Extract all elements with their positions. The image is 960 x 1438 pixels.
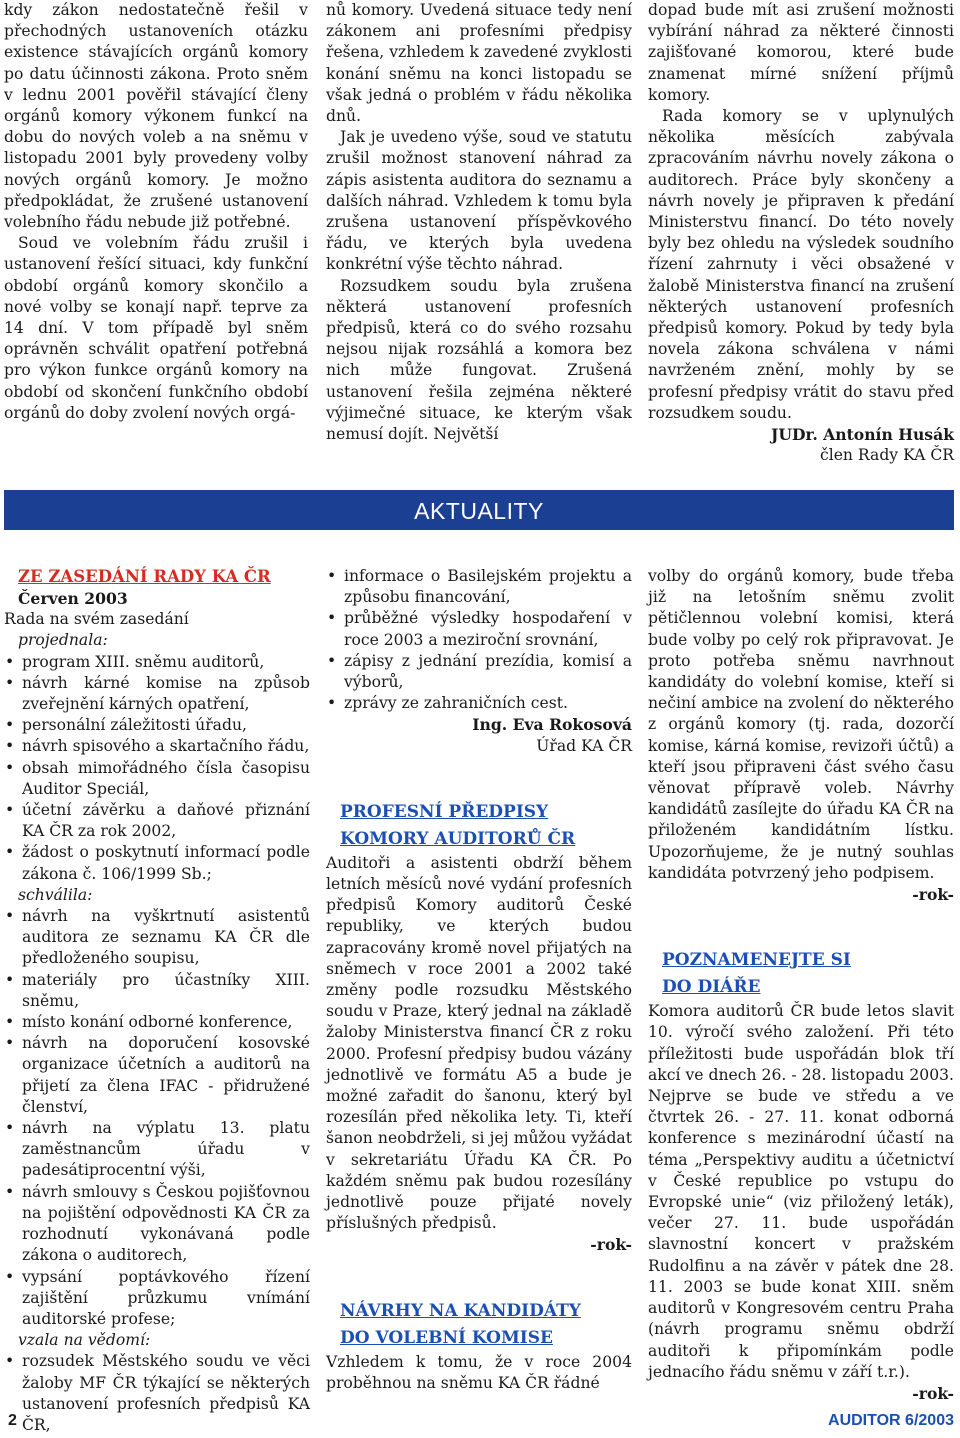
meeting-date: Červen 2003 <box>18 589 128 608</box>
list-item: • zprávy ze zahraničních cest. <box>326 693 632 714</box>
news-column-1 <box>4 566 310 1436</box>
candidates-title-line2: DO VOLEBNÍ KOMISE <box>340 1327 553 1348</box>
news-column-3 <box>648 566 954 1404</box>
paragraph: dopad bude mít asi zrušení možnosti vybírání náhrad za některé činnosti zajišťované komorou, které bude znamenat mírné snížení příjmů komory. <box>648 1 954 104</box>
discussed-list <box>4 652 310 885</box>
candidates-text: Vzhledem k tomu, že v roce 2004 proběhnou na sněmu KA ČR řádné <box>326 1352 632 1392</box>
regulations-text: Auditoři a asistenti obdrží během letních měsíců nové vydání profesních předpisů Komory auditorů České republiky, ve kterých budou zapracovány kromě novel přijatých na sněmech v roce 2001 a 2002 také změny podle rozsudku Městského soudu v Praze, který jednal na základě žaloby Ministerstva financí ČR z roku 2000. Profesní předpisy budou vázány jednotlivě ve formátu A5 a bude je možné zařadit do šanonu, který byl rozesílán před několika lety. Ti, kteří šanon neobdrželi, si jej můžou vyžádat v sekretariátu Úřadu KA ČR. Po každém sněmu pak budou rozesílány jednotlivě pouze přijaté novely příslušných předpisů. <box>326 853 632 1233</box>
paragraph: Jak je uvedeno výše, soud ve statutu zrušil možnost stanovení náhrad za zápis asistenta auditora do seznamu a dalších náhrad. Vzhledem k tomu byla zrušena ustanovení příspěvkového řádu, ve kterých byla uvedena konkrétní výše těchto náhrad. <box>326 128 632 274</box>
diary-text: Komora auditorů ČR bude letos slavit 10. výročí svého založení. Při této příležitosti bude uspořádán blok tří akcí ve dnech 26. - 28. listopadu 2003. Nejprve se bude ve středu a ve čtvrtek 26. - 27. 11. konat odborná konference s mezinárodní účastí na téma „Perspektivy auditu a účetnictví v České republice po vstupu do Evropské unie“ (viz přiložený leták), večer 27. 11. bude uspořádán slavnostní koncert v pražském Rudolfinu a na závěr v pátek dne 28. 11. 2003 se bude konat XIII. sněm auditorů v Kongresovém centru Praha (návrh programu sněmu obdrží auditoři k připomínkám podle jednacího řádu sněmu v září t.r.). <box>648 1002 954 1381</box>
list-item: • program XIII. sněmu auditorů, <box>4 652 310 673</box>
noted-label: vzala na vědomí: <box>18 1331 151 1350</box>
paragraph: Rozsudkem soudu byla zrušena některá ustanovení profesních předpisů, která co do svého rozsahu nejsou nijak rozsáhlá a komora bez nich může fungovat. Zrušená ustanovení řešila zejména některé výjimečné situace, ke kterým však nemusí dojít. Největší <box>326 276 632 444</box>
list-item: • vypsání poptávkového řízení zajištění průzkumu vnímání auditorské profese; <box>4 1267 310 1331</box>
page-number: 2 <box>8 1412 17 1429</box>
list-item: • návrh spisového a skartačního řádu, <box>4 736 310 757</box>
list-item: • informace o Basilejském projektu a způsobu financování, <box>326 566 632 608</box>
noted-list <box>4 1351 310 1436</box>
list-item: • žádost o poskytnutí informací podle zákona č. 106/1999 Sb.; <box>4 842 310 884</box>
news-column-2 <box>326 566 632 1394</box>
author-role: člen Rady KA ČR <box>819 446 954 465</box>
regulations-title-line1: PROFESNÍ PŘEDPISY <box>340 801 549 822</box>
noted-list-continued <box>326 566 632 714</box>
approved-list <box>4 906 310 1330</box>
author-name: JUDr. Antonín Husák <box>771 425 954 445</box>
section-banner: AKTUALITY <box>4 490 954 530</box>
list-item: • návrh na vyškrtnutí asistentů auditora ze seznamu KA ČR dle předloženého soupisu, <box>4 906 310 970</box>
article-column-1 <box>4 0 308 424</box>
paragraph: Rada komory se v uplynulých několika měsících zabývala zpracováním návrhu novely zákona o auditorech. Práce byly skončeny a návrh novely je připraven k předání Ministerstvu financí. Do této novely byly bez ohledu na výsledek soudního řízení zahrnuty i věci obsažené v žalobě Ministerstva financí na zrušení některých ustanovení profesních předpisů komory. Pokud by tedy byla novela zákona schválena v námi navrženém znění, mohly by se profesní předpisy vrátit do stavu před rozsudkem soudu. <box>648 107 954 422</box>
list-item: • návrh na výplatu 13. platu zaměstnancům úřadu v padesátiprocentní výši, <box>4 1118 310 1182</box>
council-meeting-title: ZE ZASEDÁNÍ RADY KA ČR <box>18 567 271 586</box>
author-name: Ing. Eva Rokosová <box>472 715 632 735</box>
approved-label: schválila: <box>18 885 93 904</box>
regulations-title-line2: KOMORY AUDITORŮ ČR <box>340 828 576 849</box>
diary-title-line1: POZNAMENEJTE SI <box>662 950 851 971</box>
list-item: • materiály pro účastníky XIII. sněmu, <box>4 970 310 1012</box>
candidates-signature: -rok- <box>912 885 954 905</box>
list-item: • návrh smlouvy s Českou pojišťovnou na pojištění odpovědnosti KA ČR za rozhodnutí vykonávaná podle zákona o auditorech, <box>4 1182 310 1267</box>
list-item: • návrh na doporučení kosovské organizace účetních a auditorů na přijetí za člena IFAC - přidružené členství, <box>4 1033 310 1118</box>
diary-title-line2: DO DIÁŘE <box>662 977 761 998</box>
diary-signature: -rok- <box>912 1383 954 1403</box>
meeting-intro: Rada na svém zasedání <box>4 610 189 629</box>
candidates-text-continued: volby do orgánů komory, bude třeba již na letošním sněmu zvolit pětičlennou volební komisi, která bude volby po celý rok připravovat. Je proto potřeba sněmu navrhnout kandidáty do volební komise, kteří si nečiní ambice na zvolení do některého z orgánů komory (tj. rada, dozorčí komise, kárná komise, revizoři účtů) a kteří jsou připraveni část svého času věnovat přípravě voleb. Návrhy kandidátů zasílejte do úřadu KA ČR na přiloženém kandidátním lístku. Upozorňujeme, že je nutný souhlas kandidáta potvrzený jeho podpisem. <box>648 567 954 882</box>
author-role: Úřad KA ČR <box>536 736 632 755</box>
candidates-title-line1: NÁVRHY NA KANDIDÁTY <box>340 1300 581 1321</box>
paragraph: nů komory. Uvedená situace tedy není zákonem ani profesními předpisy řešena, vzhledem k zavedené zvyklosti konání sněmu na konci listopadu se však jedná o problém v řádu několika dnů. <box>326 1 632 126</box>
paragraph: kdy zákon nedostatečně řešil v přechodných ustanoveních otázku existence stávajících orgánů komory po datu účinnosti zákona. Proto sněm v lednu 2001 pověřil stávající členy orgánů komory výkonem funkcí na dobu do nových voleb a na sněmu v listopadu 2001 byly provedeny volby nových orgánů komory. Je možno předpokládat, že zrušené ustanovení volebního řádu nebude již potřebné. <box>4 1 308 232</box>
discussed-label: projednala: <box>18 631 108 650</box>
list-item: • místo konání odborné konference, <box>4 1012 310 1033</box>
journal-issue: AUDITOR 6/2003 <box>828 1412 954 1429</box>
article-column-2 <box>326 0 632 445</box>
article-column-3 <box>648 0 954 466</box>
list-item: • návrh kárné komise na způsob zveřejnění kárných opatření, <box>4 673 310 715</box>
regulations-signature: -rok- <box>590 1235 632 1255</box>
list-item: • průběžné výsledky hospodaření v roce 2003 a meziroční srovnání, <box>326 608 632 650</box>
list-item: • zápisy z jednání prezídia, komisí a výborů, <box>326 651 632 693</box>
list-item: • účetní závěrku a daňové přiznání KA ČR za rok 2002, <box>4 800 310 842</box>
list-item: • rozsudek Městského soudu ve věci žaloby MF ČR týkající se některých ustanovení profesních předpisů KA ČR, <box>4 1351 310 1436</box>
list-item: • personální záležitosti úřadu, <box>4 715 310 736</box>
list-item: • obsah mimořádného čísla časopisu Auditor Speciál, <box>4 758 310 800</box>
paragraph: Soud ve volebním řádu zrušil i ustanovení řešící situaci, kdy funkční období orgánů komory skončilo a nové volby se konají např. teprve za 14 dní. V tom případě byl sněm oprávněn schválit opatření potřebná pro výkon funkce orgánů komory na období od skončení funkčního období orgánů do doby zvolení nových orgá- <box>4 234 308 422</box>
